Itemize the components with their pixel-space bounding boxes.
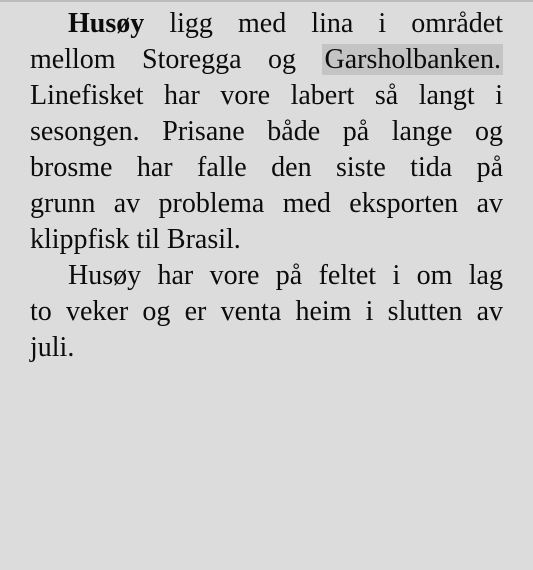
- paragraph-1-line-7: klippfisk til Brasil.: [30, 224, 241, 255]
- highlighted-place-name: Garsholbanken.: [324, 44, 501, 75]
- paragraph-1-line-1: [30, 6, 503, 42]
- paragraph-1-line-6: grunn av problema med eksporten av: [30, 188, 503, 219]
- paragraph-1-line-4: sesongen. Prisane både på lange og: [30, 116, 503, 147]
- vessel-name: Husøy: [68, 8, 145, 39]
- paragraph-2-line-2: to veker og er venta heim i slutten av: [30, 296, 503, 327]
- paragraph-1-line-2: [30, 42, 503, 78]
- paragraph-1: [30, 6, 503, 258]
- line-text: ligg med lina i området: [144, 8, 503, 39]
- paragraph-1-line-5: brosme har falle den siste tida på: [30, 152, 503, 183]
- line-text: mellom Storegga og: [30, 44, 323, 75]
- paragraph-2-line-1: Husøy har vore på feltet i om lag: [68, 260, 503, 291]
- paragraph-1-line-3: Linefisket har vore labert så langt i: [30, 80, 503, 111]
- paragraph-2-line-3: juli.: [30, 332, 75, 363]
- paragraph-2: [30, 258, 503, 366]
